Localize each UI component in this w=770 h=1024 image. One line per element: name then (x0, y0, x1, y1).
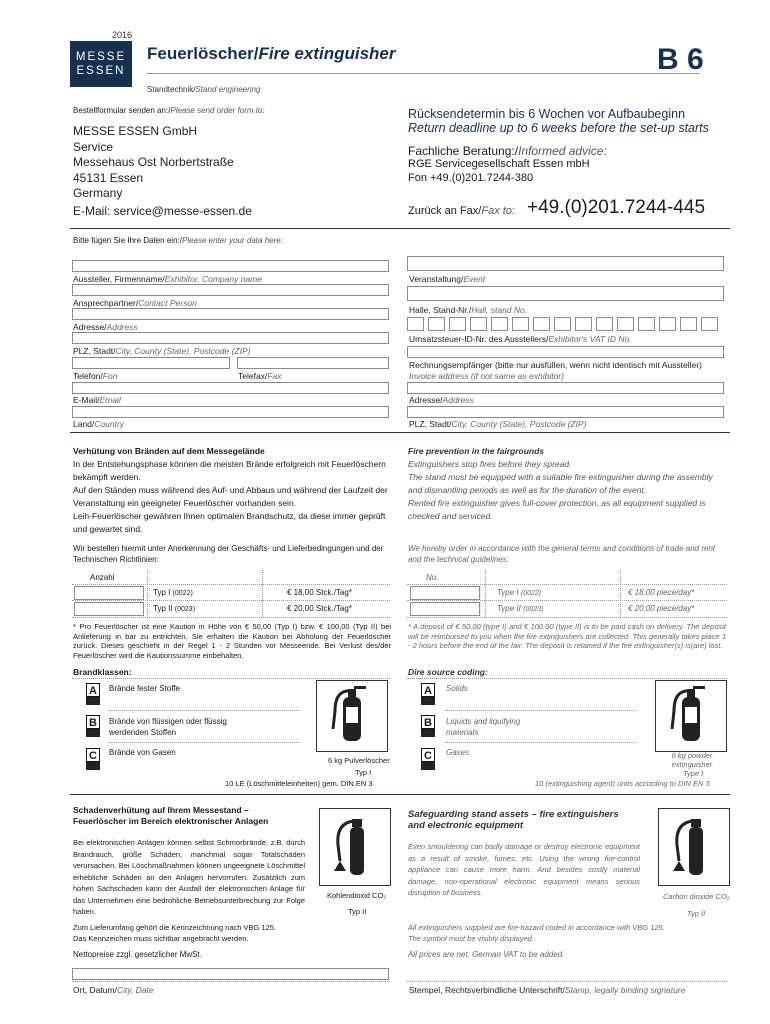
place-date-input[interactable] (72, 968, 389, 980)
contact-label: Ansprechpartner/Contact Person (73, 298, 197, 308)
country-input[interactable] (72, 406, 389, 418)
address-label: Adresse/Address (73, 322, 138, 332)
section-rule (70, 228, 730, 229)
fax-label: Zurück an Fax/Fax to: (408, 205, 515, 217)
fire-class-a-icon: A (86, 683, 100, 697)
qty-type1-en-input[interactable] (410, 586, 480, 600)
extinguisher-class-en: Type I (683, 769, 704, 778)
vat-id-char-box[interactable] (449, 317, 466, 331)
qty-type2-en-input[interactable] (410, 602, 480, 616)
electronic-text-de: Bei elektronischen Anlagen können selbst Schmorbrände, z.B. durch Brandrauch, große Schäden, manchmal sogar Totalschäden verursachen. Bei Löschmaßnahmen können ungeeignete Löschmittel erhebliche Schäden an den Anlagen hervorrufen. Zusätzlich zum hohen Sachschaden kann der Ausfall der elektronischen Anlage für das Unternehmen eine bedrohliche Betriebsunterbrechung zur Folge haben. (73, 838, 305, 916)
vat-label: Umsatzsteuer-ID-Nr. des Ausstellers/Exhibitor's VAT ID No. (409, 334, 632, 344)
invoice-name-input[interactable] (407, 346, 724, 358)
vat-id-char-box[interactable] (617, 317, 634, 331)
class-a-text: Brände fester Stoffe (109, 684, 181, 693)
qty-type2-input[interactable] (74, 602, 144, 616)
fire-extinguisher-en-icon (655, 680, 727, 752)
class-a-en-flame-icon (421, 697, 435, 705)
vat-id-char-box[interactable] (638, 317, 655, 331)
invoice-address-label: Adresse/Address (409, 395, 474, 405)
vat-id-char-box[interactable] (428, 317, 445, 331)
event-input[interactable] (407, 256, 724, 271)
hall-input[interactable] (407, 286, 724, 301)
classes-title-en: Dire source coding: (408, 667, 488, 677)
class-a-en-text: Solids (446, 684, 468, 693)
type2-label: Typ II (0023) (153, 604, 196, 613)
deposit-note-en: * A deposit of € 50.00 (type I) and € 100.00 (type II) is to be paid cash on delivery. The deposit will be reimbursed to you when the fire extinguishers are collected. This generally takes place 1 - 2 hours before the end of the fair. The deposit is retained if the fire extinguisher(s) is(are) lost. (408, 622, 726, 650)
electronic-title-en: Safeguarding stand assets – fire extinguishers and electronic equipment (408, 809, 619, 831)
form-code: B 6 (657, 43, 704, 76)
order-intro-en: We hereby order in accordance with the general terms and conditions of trade and rent and the technical guidelines: (408, 544, 716, 564)
fire-class-c-en-icon: C (421, 748, 435, 762)
classes-title-de: Brandklassen: (73, 667, 132, 677)
invoice-city-input[interactable] (407, 406, 724, 418)
contact-input[interactable] (72, 284, 389, 296)
class-c-text: Brände von Gasen (109, 748, 176, 757)
vat-id-char-box[interactable] (407, 317, 424, 331)
section-rule-2 (70, 432, 730, 433)
class-c-flame-icon (86, 762, 100, 770)
city-label: PLZ, Stadt/City, County (State), Postcode (ZIP) (73, 346, 251, 356)
fax-field-label: Telefax/Fax (238, 371, 282, 381)
type2-label-en: Type II (0023) (497, 604, 544, 613)
fire-class-a-en-icon: A (421, 683, 435, 697)
invoice-address-input[interactable] (407, 382, 724, 394)
exhibitor-label: Aussteller, Firmenname/Exhibitor, Company name (73, 274, 262, 284)
phone-input[interactable] (72, 357, 230, 369)
send-to-label: Bestellformular senden an:/Please send order form to: (73, 106, 265, 115)
event-label: Veranstaltung/Event (409, 274, 486, 284)
vat-id-char-box[interactable] (701, 317, 718, 331)
fire-class-c-icon: C (86, 748, 100, 762)
fire-class-b-en-icon: B (421, 715, 435, 729)
fire-extinguisher-icon (316, 680, 388, 752)
page-title: Feuerlöscher/Fire extinguisher (147, 44, 396, 63)
phone-label: Telefon/Fon (73, 371, 118, 381)
country-label: Land/Country (73, 419, 125, 429)
send-to-email: E-Mail: service@messe-essen.de (73, 204, 252, 218)
header-rule (147, 73, 700, 74)
type2-price: € 20,00 Stck./Tag* (287, 604, 352, 613)
class-a-flame-icon (86, 697, 100, 705)
page-subtitle: Standtechnik/Stand engineering (147, 85, 261, 94)
deadline-de: Rücksendetermin bis 6 Wochen vor Aufbaubeginn (408, 107, 686, 121)
vat-id-char-box[interactable] (659, 317, 676, 331)
net-prices-en: All prices are net. German VAT to be added. (408, 950, 565, 959)
vbg-note-en: All extinguishers supplied are fire-hazard coded in accordance with VBG 125. The symbol must be visibly displayed. (408, 923, 665, 943)
type2-price-en: € 20.00 piece/day* (628, 604, 695, 613)
class-b-text: Brände von flüssigen oder flüssig werdenden Stoffen (109, 717, 227, 737)
extinguisher-class-de: Typ I (355, 768, 372, 777)
advice-company: RGE Servicegesellschaft Essen mbH (408, 158, 590, 170)
vat-id-char-box[interactable] (575, 317, 592, 331)
vat-id-char-box[interactable] (554, 317, 571, 331)
qty-type1-input[interactable] (74, 586, 144, 600)
place-date-label: Ort, Datum/City, Date (73, 985, 154, 995)
vbg-note-de: Zum Lieferumfang gehört die Kennzeichnung nach VBG 125. Das Kennzeichen muss sichtbar angebracht werden. (73, 923, 277, 943)
vat-id-char-box[interactable] (680, 317, 697, 331)
invoice-city-label: PLZ, Stadt/City, County (State), Postcode (ZIP) (409, 419, 587, 429)
email-label: E-Mail/Email (73, 395, 121, 405)
extinguisher-type-en: 6 kg powder extinguisher (671, 751, 713, 769)
co2-label-en: Carbon dioxide CO₂ (663, 892, 730, 901)
co2-label-de: Kohlendioxid CO₂ (327, 891, 387, 900)
type1-price: € 18,00 Stck./Tag* (287, 588, 352, 597)
fax-number: +49.(0)201.7244-445 (527, 197, 706, 218)
exhibitor-input[interactable] (72, 260, 389, 272)
vat-id-char-box[interactable] (512, 317, 529, 331)
invoice-label: Rechnungsempfänger (bitte nur ausfüllen, wenn nicht identisch mit Aussteller) Invoice address (if not same as exhibitor) (409, 360, 702, 381)
vat-id-char-box[interactable] (470, 317, 487, 331)
advice-phone: Fon +49.(0)201.7244-380 (408, 172, 534, 184)
co2-extinguisher-en-icon (658, 808, 730, 886)
type1-label-en: Type I (0022) (497, 588, 542, 597)
logo-line-2: ESSEN (76, 65, 126, 77)
electronic-title-de: Schadenverhütung auf Ihrem Messestand – Feuerlöscher im Bereich elektronischer Anlagen (73, 805, 269, 826)
class-b-en-text: Liquids and liquifying materials (446, 717, 521, 737)
stamp-signature-label: Stempel, Rechtsverbindliche Unterschrift/Stamp, legally binding signature (409, 985, 686, 995)
prevention-de: Verhütung von Bränden auf dem Messegelände In der Entstehungsphase können die meisten Brände erfolgreich mit Feuerlöschern bekämpft werden. Auf den Ständen muss während des Auf- und Abbaus und während der Laufzeit der Veranstaltung ein geeigneter Feuerlöscher vorhanden sein. Leih-Feuerlöscher gewähren Ihnen optimalen Brandschutz, da diese immer geprüft und gewartet sind. (73, 446, 388, 534)
address-input[interactable] (72, 308, 389, 320)
order-intro-de: Wir bestellen hiermit unter Anerkennung der Geschäfts- und Lieferbedingungen und der Technischen Richtlinien: (73, 544, 384, 564)
form-intro: Bitte fügen Sie Ihre Daten ein:/Please enter your data here: (73, 236, 283, 245)
co2-type-en: Typ II (687, 909, 706, 918)
email-input[interactable] (72, 382, 389, 394)
vat-id-char-box[interactable] (596, 317, 613, 331)
messe-essen-logo (70, 41, 132, 87)
extinguisher-type-de: 6 kg Pulverlöscher (328, 756, 390, 765)
class-b-flame-icon (86, 729, 100, 737)
electronic-text-en: Even smouldering can badly damage or destroy electronic equipment as a result of smoke, fumes, etc. Using the wrong fire-control appliance can cause more harm. And besides costly material damage, non-operational electronic equipment means serious disruption of business. (408, 842, 640, 897)
vat-id-char-box[interactable] (533, 317, 550, 331)
fire-class-b-icon: B (86, 715, 100, 729)
prevention-en: Fire prevention in the fairgrounds Extinguishers stop fires before they spread. The stand must be equipped with a suitable fire extinguisher during the assembly and dismantling periods as well as for the duration of the event. Rented fire extinguisher gives full-cover protection, as all equipment supplied is checked and serviced. (408, 446, 713, 521)
extinguisher-units-en: 10 (extinguishing agent) units according to DIN EN 3 (535, 779, 710, 788)
extinguisher-units-de: 10 LE (Löschmitteleinheiten) gem. DIN EN 3 (225, 779, 373, 788)
co2-type-de: Typ II (348, 907, 367, 916)
class-c-en-flame-icon (421, 762, 435, 770)
header-year: 2016 (112, 30, 133, 40)
city-input[interactable] (72, 332, 389, 344)
deadline-en: Return deadline up to 6 weeks before the set-up starts (408, 121, 709, 135)
class-b-en-flame-icon (421, 729, 435, 737)
deposit-note-de: * Pro Feuerlöscher ist eine Kaution in Höhe von € 50,00 (Typ I) bzw. € 100,00 (Typ II) bei Anlieferung in bar zu entrichten. Sie erhalten die Kaution bei Abholung der Feuerlöscher zurück. Dieses geschieht in der Regel 1 - 2 Stunden vor Messeende. Bei Verlust des/der Feuerlöscher wird die Kautionssumme einbehalten. (73, 622, 391, 660)
vat-id-char-box[interactable] (491, 317, 508, 331)
qty-header-en: No. (426, 573, 439, 582)
class-c-en-text: Gases (446, 748, 470, 757)
fax-input[interactable] (237, 357, 389, 369)
section-rule-3 (70, 794, 730, 795)
net-prices-de: Nettopreise zzgl. gesetzlicher MwSt. (73, 950, 202, 959)
type1-price-en: € 18.00 piece/day* (628, 588, 695, 597)
hall-label: Halle, Stand-Nr./Hall, stand No. (409, 305, 528, 315)
qty-header-de: Anzahl (90, 573, 115, 582)
advice-label: Fachliche Beratung:/Informed advice: (408, 144, 607, 158)
send-to-address: MESSE ESSEN GmbH Service Messehaus Ost Norbertstraße 45131 Essen Germany (73, 124, 234, 200)
type1-label: Typ I (0022) (153, 588, 193, 597)
logo-line-1: MESSE (75, 51, 127, 63)
co2-extinguisher-icon (319, 808, 391, 886)
